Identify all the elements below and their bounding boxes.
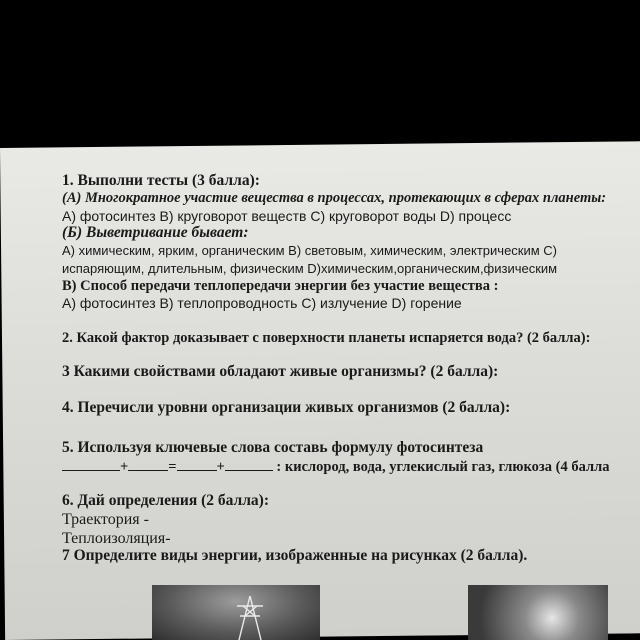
q1-heading: 1. Выполни тесты (3 балла): [62,172,260,189]
q5-formula-row [62,456,609,476]
q6-heading: 6. Дай определения (2 балла): [62,492,270,509]
formula-blank-1[interactable] [62,456,120,471]
formula-blank-4[interactable] [225,456,273,471]
formula-plus-2: + [216,459,225,475]
formula-equals: = [168,459,177,475]
q1-a-question: (А) Многократное участие вещества в процессах, протекающих в сферах планеты: [62,190,607,206]
formula-plus-1: + [120,459,129,475]
power-tower-icon [235,596,265,640]
q4-text: 4. Перечисли уровни организации живых организмов (2 балла): [62,399,511,416]
q2-text: 2. Какой фактор доказывает с поверхности планеты испаряется вода? (2 балла): [62,330,591,346]
q6-term-insulation: Теплоизоляция- [62,530,171,547]
formula-blank-2[interactable] [128,456,168,471]
q1-c-question: В) Способ передачи теплопередачи энергии без участие вещества : [62,278,499,294]
energy-picture-2 [468,585,608,640]
q5-text: 5. Используя ключевые слова составь формулу фотосинтеза [62,439,484,456]
formula-keywords: : кислород, вода, углекислый газ, глюкоза (4 балла [276,459,610,475]
q1-c-options: А) фотосинтез В) теплопроводность С) излучение D) горение [62,295,462,311]
q1-b-options-line2: испаряющим, длительным, физическим D)химическим,органическим,физическим [62,261,558,276]
q1-a-options: А) фотосинтез В) круговорот веществ С) круговорот воды D) процесс [62,208,512,224]
q6-term-trajectory: Траектория - [62,511,149,528]
q1-b-options-line1: А) химическим, ярким, органическим В) световым, химическим, электрическим С) [62,243,558,258]
q7-text: 7 Определите виды энергии, изображенные на рисунках (2 балла). [62,547,528,564]
q1-b-question: (Б) Выветривание бывает: [62,224,249,241]
formula-blank-3[interactable] [177,456,217,471]
q3-text: 3 Какими свойствами обладают живые организмы? (2 балла): [62,363,499,380]
